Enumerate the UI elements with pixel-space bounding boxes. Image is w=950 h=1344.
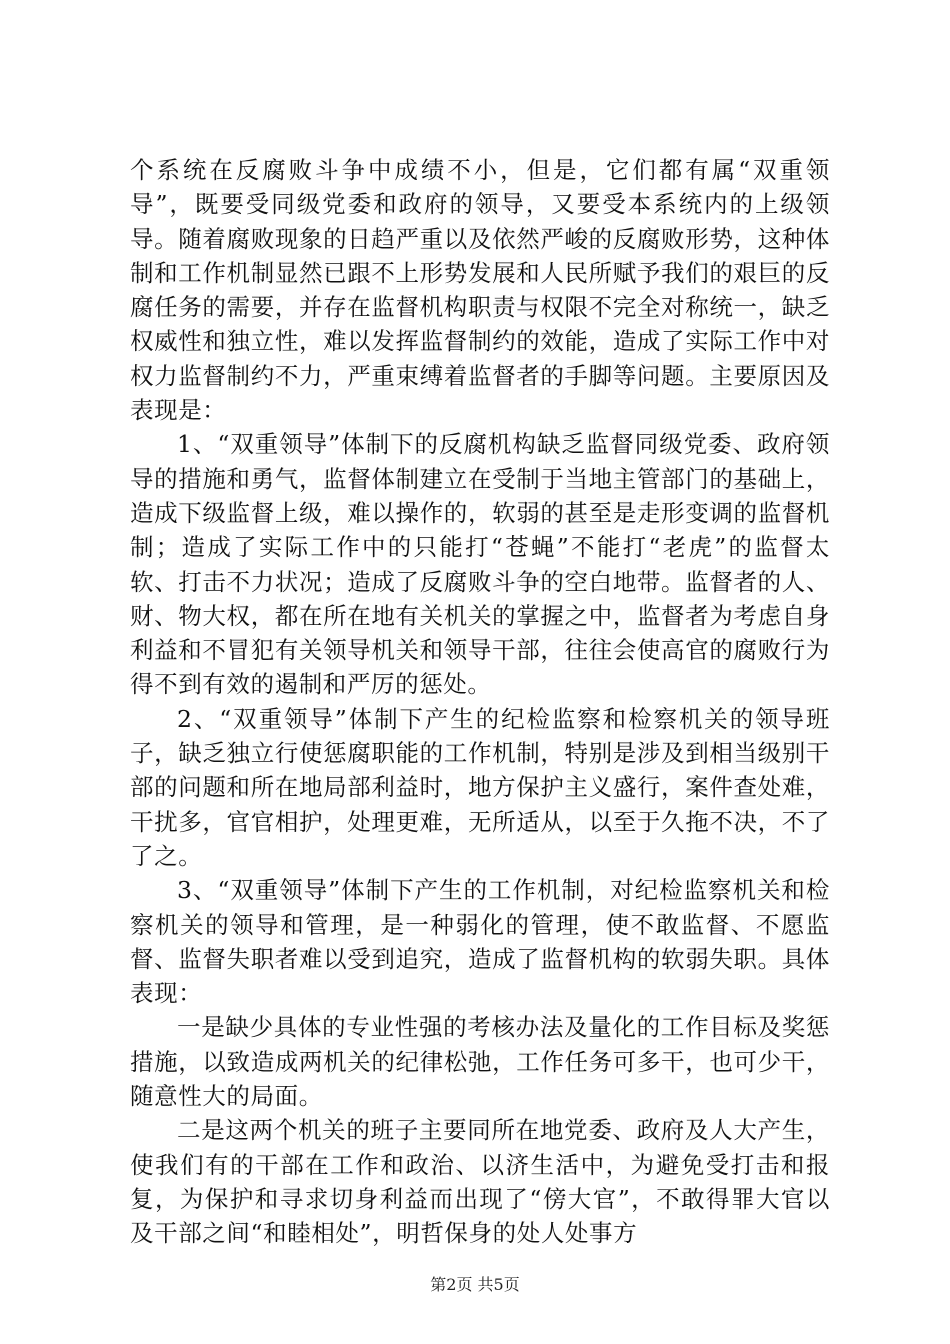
document-body (130, 153, 830, 1251)
paragraph-detail-2: 二是这两个机关的班子主要同所在地党委、政府及人大产生，使我们有的干部在工作和政治、以济生活中，为避免受打击和报复，为保护和寻求切身利益而出现了“傍大官”，不敢得罪大官以及干部之间“和睦相处”，明哲保身的处人处事方 (130, 1116, 830, 1248)
page-number-footer: 第2页 共5页 (430, 1275, 520, 1294)
paragraph-point-2: 2、“双重领导”体制下产生的纪检监察和检察机关的领导班子，缺乏独立行使惩腐职能的工作机制，特别是涉及到相当级别干部的问题和所在地局部利益时，地方保护主义盛行，案件查处难，干扰多，官官相护，处理更难，无所适从，以至于久拖不决，不了了之。 (130, 704, 830, 870)
paragraph-intro: 个系统在反腐败斗争中成绩不小，但是，它们都有属“双重领导”，既要受同级党委和政府的领导，又要受本系统内的上级领导。随着腐败现象的日趋严重以及依然严峻的反腐败形势，这种体制和工作机制显然已跟不上形势发展和人民所赋予我们的艰巨的反腐任务的需要，并存在监督机构职责与权限不完全对称统一，缺乏权威性和独立性，难以发挥监督制约的效能，造成了实际工作中对权力监督制约不力，严重束缚着监督者的手脚等问题。主要原因及表现是： (130, 156, 830, 425)
paragraph-detail-1: 一是缺少具体的专业性强的考核办法及量化的工作目标及奖惩措施，以致造成两机关的纪律松弛，工作任务可多干，也可少干，随意性大的局面。 (130, 1013, 830, 1111)
paragraph-point-1: 1、“双重领导”体制下的反腐机构缺乏监督同级党委、政府领导的措施和勇气，监督体制建立在受制于当地主管部门的基础上，造成下级监督上级，难以操作的，软弱的甚至是走形变调的监督机制；造成了实际工作中的只能打“苍蝇”不能打“老虎”的监督太软、打击不力状况；造成了反腐败斗争的空白地带。监督者的人、财、物大权，都在所在地有关机关的掌握之中，监督者为考虑自身利益和不冒犯有关领导机关和领导干部，往往会使高官的腐败行为得不到有效的遏制和严厉的惩处。 (130, 430, 830, 699)
paragraph-point-3: 3、“双重领导”体制下产生的工作机制，对纪检监察机关和检察机关的领导和管理，是一种弱化的管理，使不敢监督、不愿监督、监督失职者难以受到追究，造成了监督机构的软弱失职。具体表现： (130, 876, 830, 1008)
